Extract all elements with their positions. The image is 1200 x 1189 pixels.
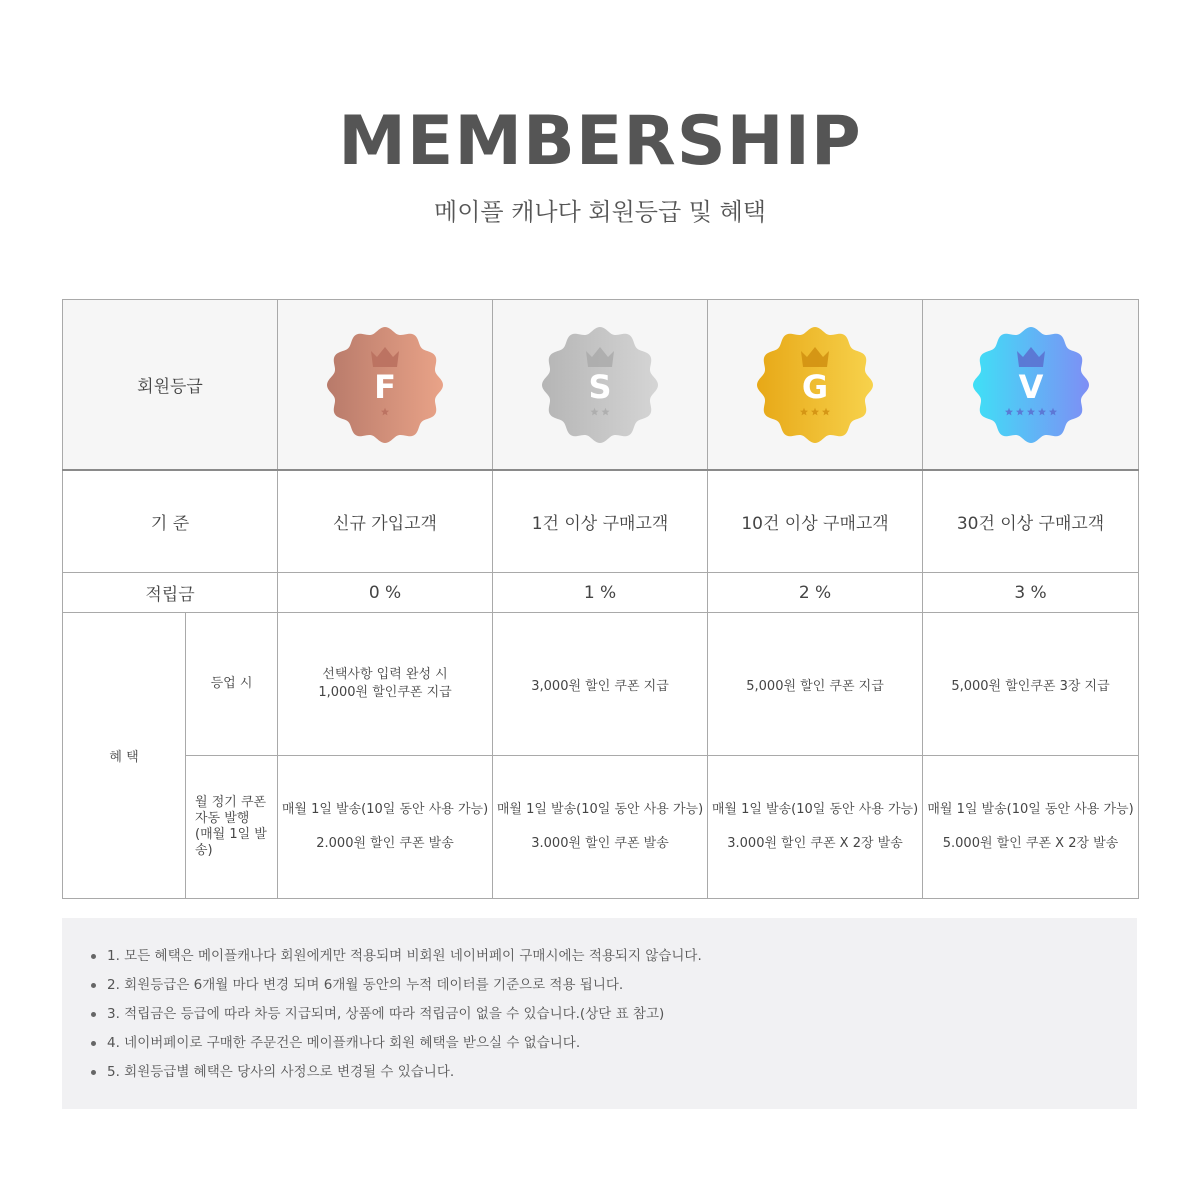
monthly-f-line: 매월 1일 발송(10일 동안 사용 가능)	[281, 802, 489, 817]
bullet-icon	[91, 1070, 96, 1075]
upgrade-g: 5,000원 할인 쿠폰 지급	[708, 613, 923, 756]
grade-cell-f	[278, 300, 493, 471]
bullet-icon	[91, 954, 96, 959]
page-title: MEMBERSHIP	[338, 102, 862, 181]
badge-v	[971, 325, 1091, 445]
monthly-v	[923, 756, 1139, 899]
badge-s	[540, 325, 660, 445]
grade-cell-s	[493, 300, 708, 471]
points-row	[63, 573, 1139, 613]
bullet-icon	[91, 1012, 96, 1017]
points-v: 3 %	[923, 573, 1139, 613]
monthly-s-line: 매월 1일 발송(10일 동안 사용 가능)	[496, 802, 704, 817]
badge-g	[755, 325, 875, 445]
grade-badge-icon	[971, 325, 1091, 445]
grade-letter: G	[801, 367, 829, 406]
criteria-v: 30건 이상 구매고객	[923, 470, 1139, 573]
bullet-icon	[91, 1041, 96, 1046]
monthly-f-line: 2.000원 할인 쿠폰 발송	[316, 836, 454, 851]
membership-table	[62, 299, 1139, 899]
note-text: 1. 모든 혜택은 메이플캐나다 회원에게만 적용되며 비회원 네이버페이 구매시에는 적용되지 않습니다.	[107, 948, 702, 964]
criteria-s: 1건 이상 구매고객	[493, 470, 708, 573]
upgrade-s: 3,000원 할인 쿠폰 지급	[493, 613, 708, 756]
grade-row	[63, 300, 1139, 471]
upgrade-label: 등업 시	[186, 613, 278, 756]
note-item	[107, 1058, 1137, 1087]
page-subtitle: 메이플 캐나다 회원등급 및 혜택	[434, 198, 766, 226]
points-f: 0 %	[278, 573, 493, 613]
note-text: 5. 회원등급별 혜택은 당사의 사정으로 변경될 수 있습니다.	[107, 1064, 455, 1080]
monthly-s	[493, 756, 708, 899]
upgrade-f-line: 선택사항 입력 완성 시	[322, 667, 448, 682]
upgrade-row	[63, 613, 1139, 756]
grade-row-label: 회원등급	[63, 300, 278, 471]
monthly-f	[278, 756, 493, 899]
monthly-row	[63, 756, 1139, 899]
monthly-label-line: (매월 1일 발송)	[195, 827, 267, 858]
monthly-label	[186, 756, 278, 899]
monthly-v-line: 5.000원 할인 쿠폰 X 2장 발송	[942, 836, 1119, 851]
points-s: 1 %	[493, 573, 708, 613]
monthly-label-line: 자동 발행	[195, 811, 250, 826]
notes-list	[62, 918, 1137, 1087]
monthly-v-line: 매월 1일 발송(10일 동안 사용 가능)	[927, 802, 1134, 817]
points-row-label: 적립금	[63, 573, 278, 613]
note-text: 4. 네이버페이로 구매한 주문건은 메이플캐나다 회원 혜택을 받으실 수 없습니다.	[107, 1035, 581, 1051]
grade-badge-icon	[325, 325, 445, 445]
note-item	[107, 942, 1137, 971]
criteria-g: 10건 이상 구매고객	[708, 470, 923, 573]
grade-letter: V	[1018, 367, 1043, 406]
monthly-g	[708, 756, 923, 899]
criteria-row	[63, 470, 1139, 573]
monthly-label-line: 월 정기 쿠폰	[195, 795, 267, 810]
bullet-icon	[91, 983, 96, 988]
note-text: 3. 적립금은 등급에 따라 차등 지급되며, 상품에 따라 적립금이 없을 수 있습니다.(상단 표 참고)	[107, 1006, 665, 1022]
note-item	[107, 971, 1137, 1000]
criteria-f: 신규 가입고객	[278, 470, 493, 573]
monthly-s-line: 3.000원 할인 쿠폰 발송	[531, 836, 669, 851]
upgrade-f-line: 1,000원 할인쿠폰 지급	[318, 685, 452, 700]
monthly-g-line: 매월 1일 발송(10일 동안 사용 가능)	[711, 802, 919, 817]
criteria-row-label: 기 준	[63, 470, 278, 573]
grade-badge-icon	[540, 325, 660, 445]
grade-cell-v	[923, 300, 1139, 471]
grade-cell-g	[708, 300, 923, 471]
grade-letter: F	[374, 367, 396, 406]
points-g: 2 %	[708, 573, 923, 613]
notes-box	[62, 918, 1137, 1109]
grade-badge-icon	[755, 325, 875, 445]
monthly-g-line: 3.000원 할인 쿠폰 X 2장 발송	[727, 836, 903, 851]
note-text: 2. 회원등급은 6개월 마다 변경 되며 6개월 동안의 누적 데이터를 기준으로 적용 됩니다.	[107, 977, 624, 993]
benefits-label: 혜 택	[63, 613, 186, 899]
grade-letter: S	[588, 367, 612, 406]
badge-f	[325, 325, 445, 445]
note-item	[107, 1000, 1137, 1029]
note-item	[107, 1029, 1137, 1058]
upgrade-v: 5,000원 할인쿠폰 3장 지급	[923, 613, 1139, 756]
upgrade-f	[278, 613, 493, 756]
